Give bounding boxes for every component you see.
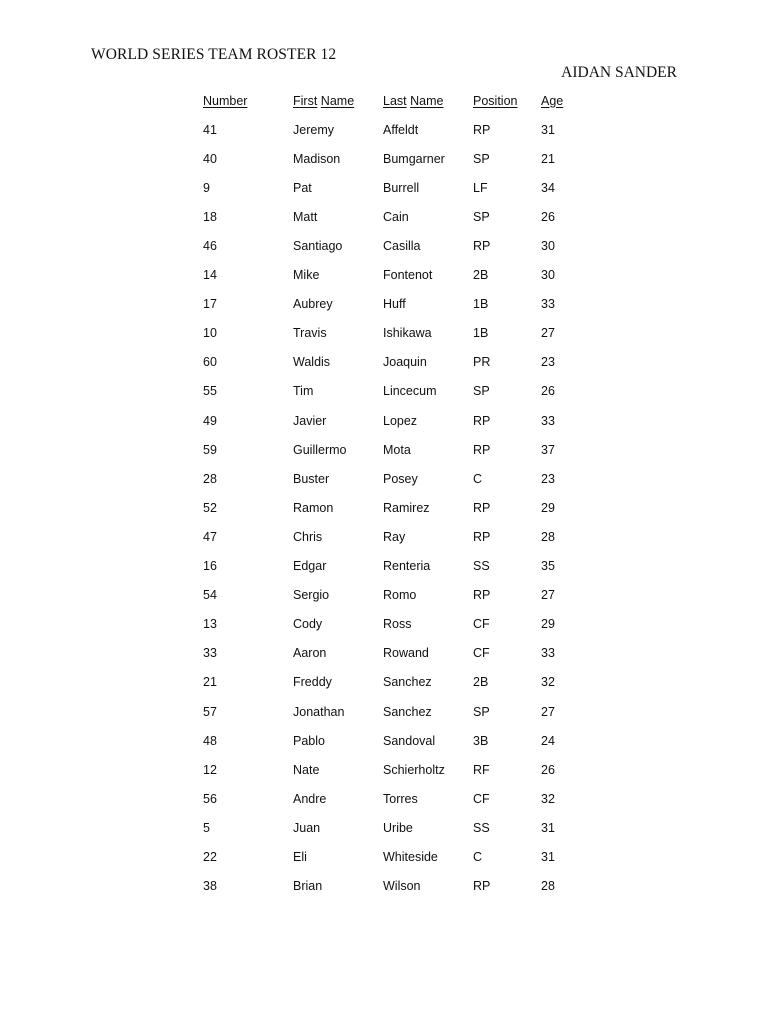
player-first-name: Waldis bbox=[293, 355, 331, 370]
player-position: RP bbox=[473, 588, 491, 603]
table-row bbox=[203, 697, 581, 726]
player-first-name: Eli bbox=[293, 849, 307, 864]
player-position: CF bbox=[473, 646, 490, 661]
player-first-name: Cody bbox=[293, 617, 323, 632]
player-first-name: Edgar bbox=[293, 559, 327, 574]
player-position: RP bbox=[473, 122, 491, 137]
player-last-name: Mota bbox=[383, 442, 411, 457]
player-first-name: Santiago bbox=[293, 239, 343, 254]
player-first-name: Ramon bbox=[293, 500, 334, 515]
table-row bbox=[203, 872, 581, 901]
player-position: CF bbox=[473, 791, 490, 806]
player-last-name: Sandoval bbox=[383, 733, 436, 748]
player-position: SS bbox=[473, 559, 490, 574]
table-row bbox=[203, 464, 581, 493]
player-last-name: Whiteside bbox=[383, 849, 438, 864]
table-row bbox=[203, 552, 581, 581]
player-age: 24 bbox=[541, 733, 555, 748]
player-position: SP bbox=[473, 209, 490, 224]
player-position: RP bbox=[473, 413, 491, 428]
player-last-name: Rowand bbox=[383, 646, 429, 661]
player-number: 21 bbox=[203, 675, 217, 690]
player-age: 26 bbox=[541, 209, 555, 224]
player-age: 23 bbox=[541, 355, 555, 370]
player-first-name: Guillermo bbox=[293, 442, 347, 457]
player-last-name: Uribe bbox=[383, 820, 413, 835]
player-number: 13 bbox=[203, 617, 217, 632]
table-row bbox=[203, 726, 581, 755]
table-row bbox=[203, 115, 581, 144]
player-age: 21 bbox=[541, 151, 555, 166]
player-number: 57 bbox=[203, 704, 217, 719]
player-number: 28 bbox=[203, 471, 217, 486]
player-age: 27 bbox=[541, 588, 555, 603]
player-number: 12 bbox=[203, 762, 217, 777]
player-number: 40 bbox=[203, 151, 217, 166]
player-first-name: Andre bbox=[293, 791, 327, 806]
player-age: 31 bbox=[541, 820, 555, 835]
player-last-name: Romo bbox=[383, 588, 417, 603]
player-last-name: Lopez bbox=[383, 413, 418, 428]
table-row bbox=[203, 639, 581, 668]
player-age: 30 bbox=[541, 239, 555, 254]
player-position: 3B bbox=[473, 733, 489, 748]
table-row bbox=[203, 406, 581, 435]
player-last-name: Schierholtz bbox=[383, 762, 445, 777]
header-number: Number bbox=[203, 93, 248, 108]
player-last-name: Casilla bbox=[383, 239, 421, 254]
player-age: 33 bbox=[541, 297, 555, 312]
player-last-name: Posey bbox=[383, 471, 418, 486]
player-last-name: Torres bbox=[383, 791, 418, 806]
table-row bbox=[203, 493, 581, 522]
player-position: RF bbox=[473, 762, 490, 777]
player-last-name: Sanchez bbox=[383, 704, 432, 719]
table-row bbox=[203, 842, 581, 871]
player-first-name: Pablo bbox=[293, 733, 325, 748]
player-last-name: Joaquin bbox=[383, 355, 427, 370]
player-number: 55 bbox=[203, 384, 217, 399]
player-last-name: Bumgarner bbox=[383, 151, 445, 166]
player-first-name: Madison bbox=[293, 151, 341, 166]
table-row bbox=[203, 319, 581, 348]
player-position: CF bbox=[473, 617, 490, 632]
player-position: RP bbox=[473, 879, 491, 894]
table-row bbox=[203, 202, 581, 231]
player-number: 54 bbox=[203, 588, 217, 603]
player-last-name: Huff bbox=[383, 297, 406, 312]
player-number: 49 bbox=[203, 413, 217, 428]
player-first-name: Pat bbox=[293, 180, 312, 195]
player-last-name: Affeldt bbox=[383, 122, 419, 137]
player-last-name: Wilson bbox=[383, 879, 421, 894]
player-number: 38 bbox=[203, 879, 217, 894]
table-row bbox=[203, 231, 581, 260]
player-first-name: Aaron bbox=[293, 646, 327, 661]
player-number: 52 bbox=[203, 500, 217, 515]
player-first-name: Aubrey bbox=[293, 297, 333, 312]
player-last-name: Ross bbox=[383, 617, 412, 632]
player-number: 60 bbox=[203, 355, 217, 370]
player-number: 46 bbox=[203, 239, 217, 254]
player-first-name: Tim bbox=[293, 384, 314, 399]
player-first-name: Jonathan bbox=[293, 704, 345, 719]
table-row bbox=[203, 610, 581, 639]
player-position: RP bbox=[473, 442, 491, 457]
player-position: 2B bbox=[473, 675, 489, 690]
player-number: 22 bbox=[203, 849, 217, 864]
table-row bbox=[203, 435, 581, 464]
player-position: SP bbox=[473, 151, 490, 166]
player-age: 31 bbox=[541, 849, 555, 864]
player-age: 29 bbox=[541, 500, 555, 515]
player-last-name: Ray bbox=[383, 529, 406, 544]
player-number: 17 bbox=[203, 297, 217, 312]
player-position: SP bbox=[473, 704, 490, 719]
player-number: 5 bbox=[203, 820, 210, 835]
player-first-name: Matt bbox=[293, 209, 318, 224]
author-name: AIDAN SANDER bbox=[561, 64, 677, 81]
player-number: 59 bbox=[203, 442, 217, 457]
player-last-name: Fontenot bbox=[383, 268, 433, 283]
table-row bbox=[203, 522, 581, 551]
player-age: 35 bbox=[541, 559, 555, 574]
player-number: 47 bbox=[203, 529, 217, 544]
player-age: 28 bbox=[541, 879, 555, 894]
player-position: SS bbox=[473, 820, 490, 835]
player-position: SP bbox=[473, 384, 490, 399]
header-position: Position bbox=[473, 93, 518, 108]
player-age: 32 bbox=[541, 675, 555, 690]
table-header-row bbox=[203, 86, 581, 115]
player-position: C bbox=[473, 849, 483, 864]
player-age: 33 bbox=[541, 646, 555, 661]
player-age: 29 bbox=[541, 617, 555, 632]
header-last-name: Last Name bbox=[383, 93, 444, 108]
player-first-name: Javier bbox=[293, 413, 327, 428]
player-position: PR bbox=[473, 355, 491, 370]
header-first-name: First Name bbox=[293, 93, 355, 108]
player-age: 27 bbox=[541, 704, 555, 719]
table-row bbox=[203, 173, 581, 202]
player-first-name: Brian bbox=[293, 879, 323, 894]
roster-table bbox=[203, 86, 581, 901]
page-title: WORLD SERIES TEAM ROSTER 12 bbox=[91, 46, 337, 63]
player-last-name: Ishikawa bbox=[383, 326, 432, 341]
table-row bbox=[203, 813, 581, 842]
player-first-name: Buster bbox=[293, 471, 330, 486]
header-age: Age bbox=[541, 93, 564, 108]
player-last-name: Sanchez bbox=[383, 675, 432, 690]
player-first-name: Juan bbox=[293, 820, 321, 835]
player-number: 48 bbox=[203, 733, 217, 748]
player-age: 30 bbox=[541, 268, 555, 283]
table-row bbox=[203, 144, 581, 173]
player-first-name: Nate bbox=[293, 762, 320, 777]
player-age: 28 bbox=[541, 529, 555, 544]
player-first-name: Jeremy bbox=[293, 122, 334, 137]
player-number: 14 bbox=[203, 268, 217, 283]
player-number: 33 bbox=[203, 646, 217, 661]
player-first-name: Travis bbox=[293, 326, 327, 341]
table-row bbox=[203, 261, 581, 290]
player-age: 23 bbox=[541, 471, 555, 486]
player-age: 26 bbox=[541, 384, 555, 399]
roster-body bbox=[203, 115, 581, 901]
player-number: 16 bbox=[203, 559, 217, 574]
player-age: 31 bbox=[541, 122, 555, 137]
table-row bbox=[203, 581, 581, 610]
player-last-name: Lincecum bbox=[383, 384, 437, 399]
player-position: 1B bbox=[473, 297, 489, 312]
table-row bbox=[203, 348, 581, 377]
player-last-name: Ramirez bbox=[383, 500, 430, 515]
player-age: 27 bbox=[541, 326, 555, 341]
table-row bbox=[203, 784, 581, 813]
player-age: 34 bbox=[541, 180, 555, 195]
player-number: 9 bbox=[203, 180, 210, 195]
player-number: 18 bbox=[203, 209, 217, 224]
player-last-name: Burrell bbox=[383, 180, 420, 195]
player-first-name: Sergio bbox=[293, 588, 330, 603]
player-position: C bbox=[473, 471, 483, 486]
table-row bbox=[203, 290, 581, 319]
player-first-name: Mike bbox=[293, 268, 320, 283]
player-position: LF bbox=[473, 180, 488, 195]
player-age: 26 bbox=[541, 762, 555, 777]
player-position: RP bbox=[473, 500, 491, 515]
player-position: RP bbox=[473, 529, 491, 544]
table-row bbox=[203, 377, 581, 406]
table-row bbox=[203, 755, 581, 784]
player-position: 2B bbox=[473, 268, 489, 283]
player-age: 32 bbox=[541, 791, 555, 806]
player-position: 1B bbox=[473, 326, 489, 341]
player-number: 41 bbox=[203, 122, 217, 137]
player-last-name: Cain bbox=[383, 209, 409, 224]
player-number: 10 bbox=[203, 326, 217, 341]
player-first-name: Chris bbox=[293, 529, 323, 544]
player-last-name: Renteria bbox=[383, 559, 431, 574]
player-position: RP bbox=[473, 239, 491, 254]
player-first-name: Freddy bbox=[293, 675, 332, 690]
player-age: 33 bbox=[541, 413, 555, 428]
player-age: 37 bbox=[541, 442, 555, 457]
player-number: 56 bbox=[203, 791, 217, 806]
table-row bbox=[203, 668, 581, 697]
